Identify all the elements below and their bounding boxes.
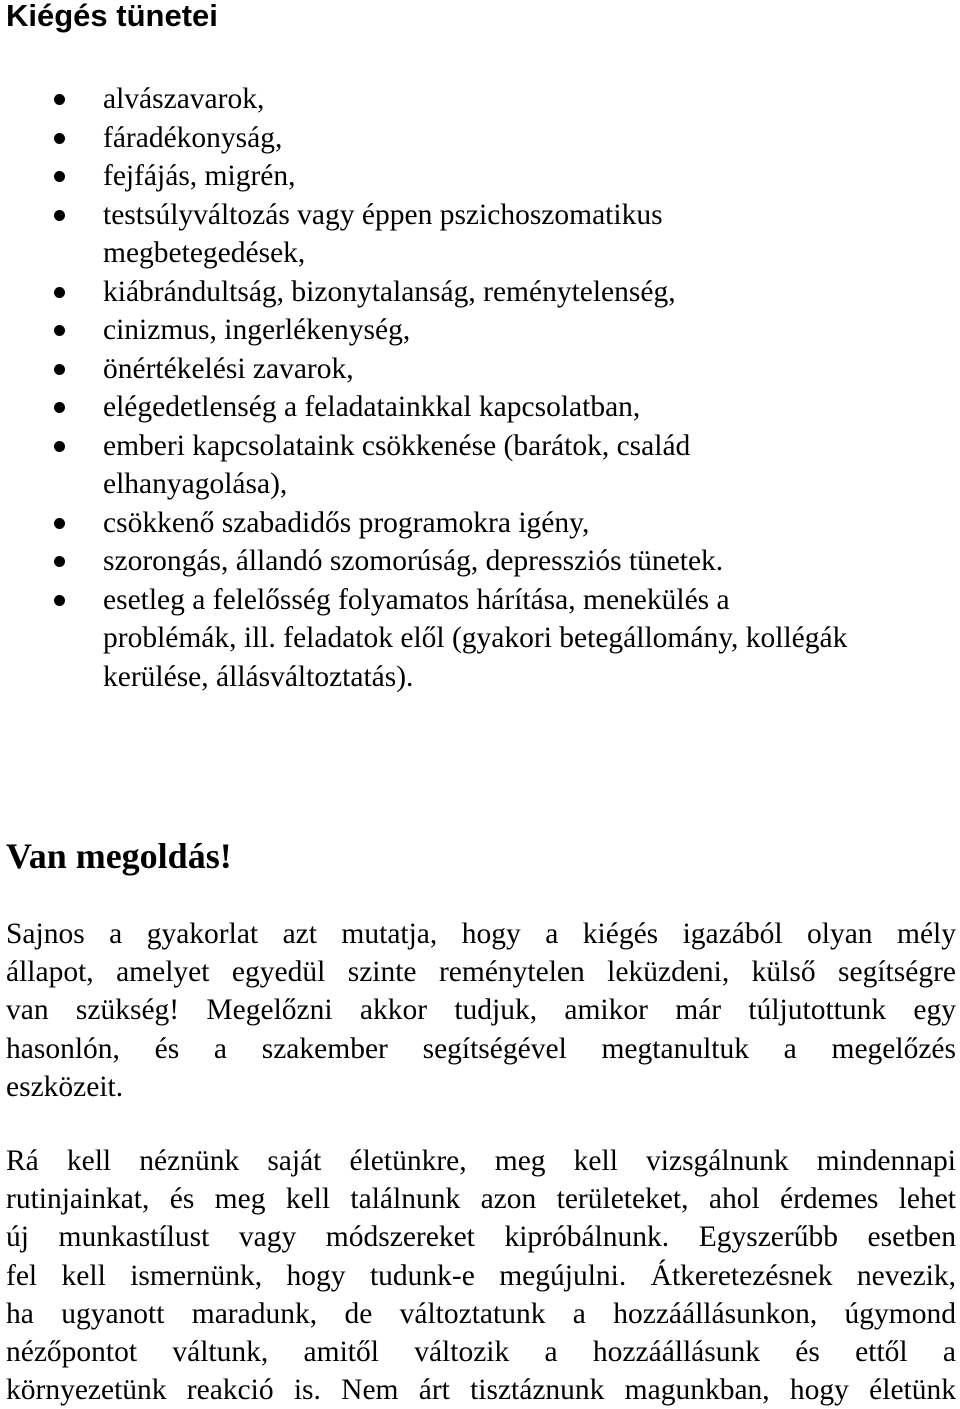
symptoms-heading: Kiégés tünetei bbox=[6, 0, 218, 33]
list-item-line: fejfájás, migrén, bbox=[103, 160, 296, 192]
list-item bbox=[0, 581, 960, 697]
list-item-line: önértékelési zavarok, bbox=[103, 352, 354, 385]
list-item-line: testsúlyváltozás vagy éppen pszichoszomatikus bbox=[103, 198, 663, 231]
list-item-line: elégedetlenség a feladatainkkal kapcsolatban, bbox=[103, 391, 641, 423]
list-item bbox=[0, 196, 960, 273]
solution-heading: Van megoldás! bbox=[6, 836, 232, 876]
paragraph-line: fel kell ismernünk, hogy tudunk-e megújulni. Átkeretezésnek nevezik, bbox=[6, 1259, 956, 1292]
list-item-line: elhanyagolása), bbox=[103, 468, 288, 500]
list-item-line: emberi kapcsolataink csökkenése (barátok, család bbox=[103, 429, 691, 462]
symptoms-list bbox=[0, 80, 960, 696]
paragraph-line: Sajnos a gyakorlat azt mutatja, hogy a kiégés igazából olyan mély bbox=[6, 918, 956, 950]
list-item-line: szorongás, állandó szomorúság, depressziós tünetek. bbox=[103, 545, 724, 577]
paragraph-line: hasonlón, és a szakember segítségével megtanultuk a megelőzés bbox=[6, 1032, 956, 1065]
bullet-icon bbox=[54, 441, 65, 452]
paragraph-line: rutinjainkat, és meg kell találnunk azon területeket, ahol érdemes lehet bbox=[6, 1183, 956, 1216]
list-item bbox=[0, 427, 960, 504]
list-item-line: megbetegedések, bbox=[103, 237, 306, 269]
list-item bbox=[0, 119, 960, 158]
list-item bbox=[0, 273, 960, 312]
list-item bbox=[0, 157, 960, 196]
bullet-icon bbox=[54, 518, 65, 529]
bullet-icon bbox=[54, 325, 65, 336]
list-item bbox=[0, 504, 960, 543]
list-item-line: csökkenő szabadidős programokra igény, bbox=[103, 506, 590, 539]
bullet-icon bbox=[54, 595, 65, 606]
list-item-line: esetleg a felelősség folyamatos hárítása, menekülés a bbox=[103, 583, 730, 616]
bullet-icon bbox=[54, 94, 65, 105]
bullet-icon bbox=[54, 287, 65, 298]
list-item bbox=[0, 350, 960, 389]
bullet-icon bbox=[54, 171, 65, 182]
paragraph-line: van szükség! Megelőzni akkor tudjuk, amikor már túljutottunk egy bbox=[6, 994, 956, 1027]
list-item bbox=[0, 388, 960, 427]
paragraph-line: Rá kell néznünk saját életünkre, meg kell vizsgálnunk mindennapi bbox=[6, 1145, 956, 1177]
bullet-icon bbox=[54, 556, 65, 567]
bullet-icon bbox=[54, 210, 65, 221]
bullet-icon bbox=[54, 133, 65, 144]
bullet-icon bbox=[54, 402, 65, 413]
paragraph-line: környezetünk reakció is. Nem árt tisztáznunk magunkban, hogy életünk bbox=[6, 1374, 956, 1407]
paragraph-line: eszközeit. bbox=[6, 1070, 124, 1103]
paragraph-line: állapot, amelyet egyedül szinte reménytelen leküzdeni, külső segítségre bbox=[6, 956, 956, 989]
paragraph-line: új munkastílust vagy módszereket kipróbálnunk. Egyszerűbb esetben bbox=[6, 1221, 956, 1254]
paragraph-2 bbox=[6, 1142, 956, 1409]
list-item-line: cinizmus, ingerlékenység, bbox=[103, 314, 411, 346]
paragraph-line: nézőpontot váltunk, amitől változik a hozzáállásunk és ettől a bbox=[6, 1336, 956, 1369]
list-item bbox=[0, 542, 960, 581]
list-item bbox=[0, 311, 960, 350]
paragraph-1 bbox=[6, 915, 956, 1106]
list-item-line: kerülése, állásváltoztatás). bbox=[103, 660, 414, 693]
list-item-line: problémák, ill. feladatok elől (gyakori betegállomány, kollégák bbox=[103, 622, 848, 654]
paragraph-line: ha ugyanott maradunk, de változtatunk a hozzáállásunkon, úgymond bbox=[6, 1297, 956, 1330]
list-item-line: fáradékonyság, bbox=[103, 121, 283, 154]
list-item-line: kiábrándultság, bizonytalanság, reménytelenség, bbox=[103, 275, 676, 308]
list-item-line: alvászavarok, bbox=[103, 83, 265, 115]
list-item bbox=[0, 80, 960, 119]
bullet-icon bbox=[54, 364, 65, 375]
